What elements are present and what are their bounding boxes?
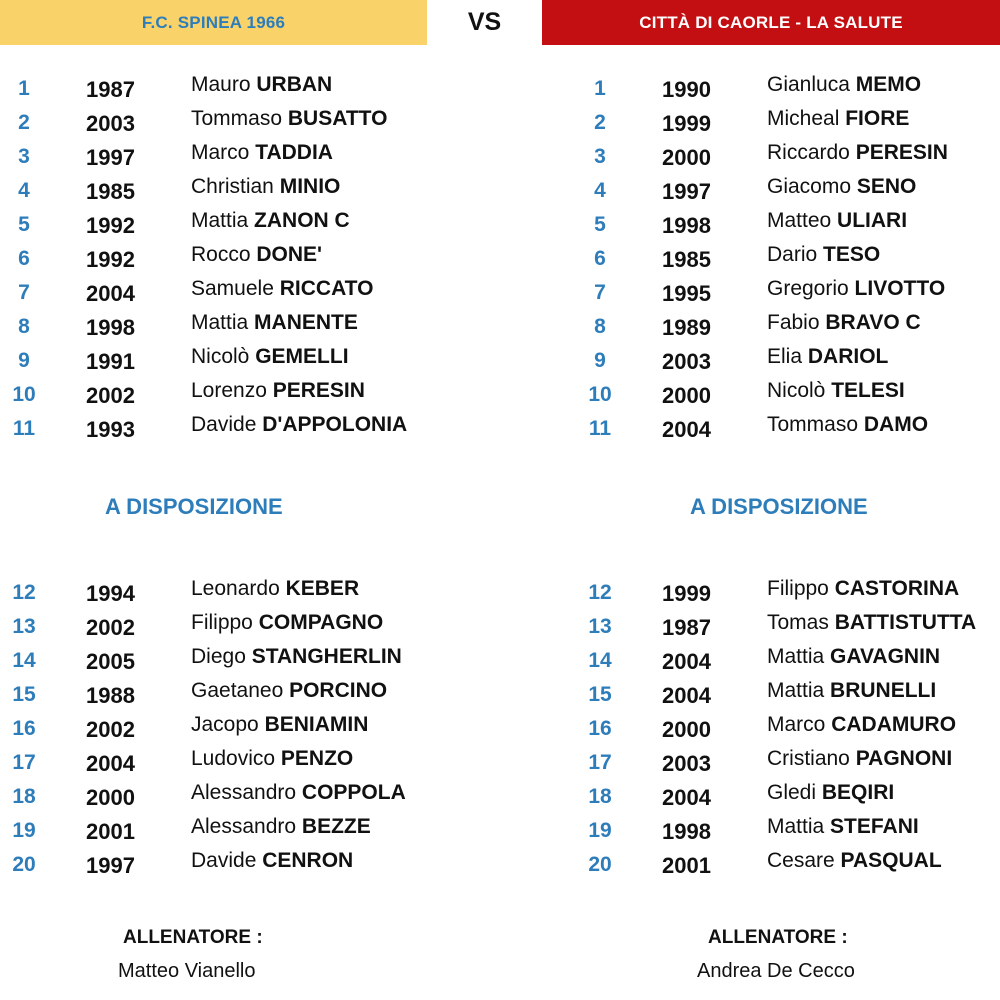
birth-year: 1999 — [662, 581, 711, 606]
player-row — [576, 207, 1000, 241]
player-row — [576, 643, 1000, 677]
shirt-number: 10 — [12, 383, 36, 406]
player-surname: FIORE — [845, 107, 910, 130]
player-first-name: Leonardo — [191, 577, 280, 600]
player-row — [576, 139, 1000, 173]
player-first-name: Tommaso — [191, 107, 283, 130]
birth-year: 1991 — [86, 349, 135, 374]
shirt-number: 6 — [594, 247, 606, 270]
player-first-name: Marco — [767, 713, 826, 736]
player-first-name: Cristiano — [767, 747, 850, 770]
home-coach-name: Matteo Vianello — [118, 960, 256, 982]
birth-year: 1993 — [86, 417, 135, 442]
player-row — [576, 813, 1000, 847]
player-surname: RICCATO — [279, 277, 374, 300]
player-name — [767, 379, 905, 403]
birth-year: 1992 — [86, 213, 135, 238]
birth-year: 1997 — [86, 145, 135, 170]
player-name — [191, 413, 407, 437]
player-name — [191, 345, 349, 369]
player-row — [576, 411, 1000, 445]
birth-year: 1997 — [86, 853, 135, 878]
player-name — [191, 311, 358, 335]
birth-year: 2003 — [662, 349, 711, 374]
birth-year: 1998 — [86, 315, 135, 340]
shirt-number: 20 — [12, 853, 36, 876]
shirt-number: 3 — [18, 145, 30, 168]
player-first-name: Christian — [191, 175, 274, 198]
shirt-number: 2 — [18, 111, 30, 134]
shirt-number: 3 — [594, 145, 606, 168]
player-first-name: Mattia — [767, 815, 825, 838]
player-first-name: Filippo — [191, 611, 253, 634]
player-row — [0, 847, 500, 881]
player-row — [576, 711, 1000, 745]
player-surname: PERESIN — [272, 379, 365, 402]
player-surname: COPPOLA — [301, 781, 406, 804]
player-surname: MANENTE — [254, 311, 358, 334]
player-surname: BATTISTUTTA — [834, 611, 977, 634]
shirt-number: 12 — [588, 581, 612, 604]
player-first-name: Gianluca — [767, 73, 850, 96]
shirt-number: 11 — [588, 417, 612, 440]
player-row — [576, 309, 1000, 343]
player-surname: STEFANI — [830, 815, 919, 838]
birth-year: 1992 — [86, 247, 135, 272]
player-row — [576, 343, 1000, 377]
shirt-number: 2 — [594, 111, 606, 134]
player-name — [191, 747, 353, 771]
player-surname: LIVOTTO — [854, 277, 946, 300]
player-surname: DARIOL — [807, 345, 889, 368]
player-first-name: Mattia — [767, 645, 825, 668]
player-surname: BRAVO C — [825, 311, 921, 334]
shirt-number: 5 — [594, 213, 606, 236]
player-row — [0, 173, 500, 207]
shirt-number: 15 — [588, 683, 612, 706]
away-coach-label: ALLENATORE : — [708, 927, 848, 948]
birth-year: 1998 — [662, 213, 711, 238]
player-surname: BEZZE — [301, 815, 371, 838]
birth-year: 1987 — [86, 77, 135, 102]
player-surname: PERESIN — [855, 141, 948, 164]
away-subs-list — [576, 575, 1000, 881]
player-first-name: Alessandro — [191, 781, 297, 804]
player-first-name: Filippo — [767, 577, 829, 600]
shirt-number: 7 — [594, 281, 606, 304]
player-first-name: Dario — [767, 243, 818, 266]
shirt-number: 13 — [588, 615, 612, 638]
home-coach-label: ALLENATORE : — [123, 927, 263, 948]
player-name — [191, 645, 402, 669]
birth-year: 2000 — [662, 717, 711, 742]
versus-label: VS — [467, 8, 502, 36]
player-row — [576, 105, 1000, 139]
player-surname: BUSATTO — [287, 107, 388, 130]
player-surname: STANGHERLIN — [251, 645, 402, 668]
player-first-name: Ludovico — [191, 747, 276, 770]
player-row — [0, 139, 500, 173]
player-surname: TELESI — [831, 379, 905, 402]
player-first-name: Tomas — [767, 611, 829, 634]
player-row — [0, 643, 500, 677]
player-row — [0, 105, 500, 139]
player-name — [767, 413, 928, 437]
birth-year: 1985 — [662, 247, 711, 272]
player-name — [191, 713, 368, 737]
player-row — [0, 813, 500, 847]
player-first-name: Matteo — [767, 209, 832, 232]
shirt-number: 1 — [594, 77, 606, 100]
player-first-name: Giacomo — [767, 175, 852, 198]
player-first-name: Diego — [191, 645, 246, 668]
player-surname: PASQUAL — [840, 849, 942, 872]
player-row — [0, 241, 500, 275]
player-surname: ULIARI — [837, 209, 908, 232]
shirt-number: 5 — [18, 213, 30, 236]
player-row — [576, 847, 1000, 881]
birth-year: 2003 — [86, 111, 135, 136]
player-row — [576, 173, 1000, 207]
birth-year: 2004 — [662, 649, 711, 674]
player-row — [576, 677, 1000, 711]
birth-year: 2003 — [662, 751, 711, 776]
player-name — [767, 747, 952, 771]
player-name — [767, 277, 945, 301]
shirt-number: 9 — [18, 349, 30, 372]
player-first-name: Gledi — [767, 781, 817, 804]
player-surname: TADDIA — [255, 141, 333, 164]
player-name — [767, 577, 959, 601]
home-starters-list — [0, 71, 500, 445]
player-row — [0, 779, 500, 813]
player-first-name: Mattia — [191, 209, 249, 232]
player-surname: PENZO — [280, 747, 354, 770]
player-name — [191, 107, 387, 131]
shirt-number: 19 — [12, 819, 36, 842]
away-coach-name: Andrea De Cecco — [697, 960, 855, 982]
birth-year: 2004 — [86, 751, 135, 776]
home-subs-title: A DISPOSIZIONE — [105, 494, 283, 519]
player-name — [191, 849, 353, 873]
birth-year: 1995 — [662, 281, 711, 306]
player-name — [191, 379, 365, 403]
player-name — [767, 209, 907, 233]
shirt-number: 17 — [588, 751, 612, 774]
player-name — [191, 611, 383, 635]
player-name — [191, 209, 350, 233]
player-name — [191, 277, 373, 301]
player-surname: PORCINO — [289, 679, 388, 702]
player-surname: GAVAGNIN — [830, 645, 941, 668]
player-first-name: Davide — [191, 413, 257, 436]
player-first-name: Mauro — [191, 73, 251, 96]
birth-year: 1998 — [662, 819, 711, 844]
player-row — [0, 745, 500, 779]
player-first-name: Marco — [191, 141, 250, 164]
player-surname: BRUNELLI — [830, 679, 937, 702]
player-name — [767, 107, 909, 131]
player-first-name: Elia — [767, 345, 803, 368]
birth-year: 2005 — [86, 649, 135, 674]
birth-year: 2004 — [86, 281, 135, 306]
player-name — [767, 243, 880, 267]
shirt-number: 17 — [12, 751, 36, 774]
player-name — [191, 815, 371, 839]
shirt-number: 13 — [12, 615, 36, 638]
player-row — [0, 575, 500, 609]
player-surname: TESO — [823, 243, 881, 266]
player-first-name: Riccardo — [767, 141, 850, 164]
player-row — [576, 377, 1000, 411]
player-first-name: Tommaso — [767, 413, 859, 436]
player-first-name: Lorenzo — [191, 379, 267, 402]
player-surname: DAMO — [863, 413, 929, 436]
player-row — [0, 609, 500, 643]
player-name — [767, 679, 936, 703]
shirt-number: 6 — [18, 247, 30, 270]
shirt-number: 16 — [12, 717, 36, 740]
player-surname: SENO — [856, 175, 917, 198]
player-surname: CENRON — [262, 849, 354, 872]
player-row — [576, 241, 1000, 275]
player-row — [576, 745, 1000, 779]
player-surname: CADAMURO — [831, 713, 957, 736]
player-name — [191, 175, 340, 199]
player-name — [191, 243, 322, 267]
player-surname: BEQIRI — [821, 781, 895, 804]
birth-year: 1997 — [662, 179, 711, 204]
birth-year: 2002 — [86, 383, 135, 408]
birth-year: 2002 — [86, 717, 135, 742]
player-row — [0, 275, 500, 309]
birth-year: 2001 — [86, 819, 135, 844]
player-name — [767, 713, 956, 737]
shirt-number: 11 — [12, 417, 36, 440]
player-surname: DONE' — [256, 243, 323, 266]
birth-year: 2000 — [662, 145, 711, 170]
shirt-number: 9 — [594, 349, 606, 372]
player-first-name: Mattia — [767, 679, 825, 702]
away-team-name: CITTÀ DI CAORLE - LA SALUTE — [639, 12, 903, 32]
player-surname: D'APPOLONIA — [262, 413, 408, 436]
away-subs-title: A DISPOSIZIONE — [690, 494, 868, 519]
player-row — [576, 71, 1000, 105]
player-surname: MEMO — [855, 73, 922, 96]
player-first-name: Jacopo — [191, 713, 259, 736]
player-row — [0, 411, 500, 445]
player-surname: BENIAMIN — [264, 713, 369, 736]
player-first-name: Micheal — [767, 107, 840, 130]
birth-year: 2001 — [662, 853, 711, 878]
shirt-number: 16 — [588, 717, 612, 740]
player-row — [0, 711, 500, 745]
player-first-name: Gaetaneo — [191, 679, 284, 702]
player-name — [767, 345, 888, 369]
player-surname: CASTORINA — [834, 577, 960, 600]
player-name — [191, 679, 387, 703]
player-row — [0, 377, 500, 411]
shirt-number: 4 — [18, 179, 30, 202]
player-first-name: Gregorio — [767, 277, 849, 300]
player-name — [767, 645, 940, 669]
birth-year: 2000 — [86, 785, 135, 810]
birth-year: 1987 — [662, 615, 711, 640]
shirt-number: 15 — [12, 683, 36, 706]
shirt-number: 14 — [588, 649, 612, 672]
away-starters-list — [576, 71, 1000, 445]
player-row — [0, 207, 500, 241]
player-row — [0, 677, 500, 711]
player-first-name: Nicolò — [767, 379, 826, 402]
away-team-roster — [576, 0, 1000, 1000]
player-name — [191, 141, 333, 165]
player-name — [767, 311, 921, 335]
birth-year: 2004 — [662, 683, 711, 708]
player-first-name: Alessandro — [191, 815, 297, 838]
shirt-number: 18 — [588, 785, 612, 808]
player-surname: ZANON C — [254, 209, 350, 232]
shirt-number: 7 — [18, 281, 30, 304]
player-first-name: Mattia — [191, 311, 249, 334]
player-surname: GEMELLI — [255, 345, 349, 368]
player-row — [576, 575, 1000, 609]
player-name — [191, 781, 406, 805]
player-surname: COMPAGNO — [258, 611, 384, 634]
player-name — [767, 849, 942, 873]
player-row — [576, 779, 1000, 813]
shirt-number: 8 — [18, 315, 30, 338]
player-first-name: Rocco — [191, 243, 251, 266]
player-surname: PAGNONI — [855, 747, 953, 770]
player-row — [0, 309, 500, 343]
player-first-name: Fabio — [767, 311, 820, 334]
player-name — [767, 175, 916, 199]
shirt-number: 18 — [12, 785, 36, 808]
shirt-number: 20 — [588, 853, 612, 876]
home-subs-list — [0, 575, 500, 881]
birth-year: 2004 — [662, 785, 711, 810]
birth-year: 2002 — [86, 615, 135, 640]
player-surname: URBAN — [256, 73, 333, 96]
shirt-number: 1 — [18, 77, 30, 100]
birth-year: 1989 — [662, 315, 711, 340]
player-name — [767, 141, 948, 165]
player-first-name: Nicolò — [191, 345, 250, 368]
player-first-name: Davide — [191, 849, 257, 872]
shirt-number: 12 — [12, 581, 36, 604]
player-row — [576, 275, 1000, 309]
player-name — [767, 73, 921, 97]
player-row — [0, 71, 500, 105]
birth-year: 1990 — [662, 77, 711, 102]
shirt-number: 10 — [588, 383, 612, 406]
birth-year: 2004 — [662, 417, 711, 442]
player-name — [767, 611, 976, 635]
home-team-name: F.C. SPINEA 1966 — [141, 12, 286, 32]
shirt-number: 19 — [588, 819, 612, 842]
player-first-name: Samuele — [191, 277, 274, 300]
shirt-number: 8 — [594, 315, 606, 338]
player-name — [767, 815, 919, 839]
player-first-name: Cesare — [767, 849, 835, 872]
birth-year: 1994 — [86, 581, 135, 606]
shirt-number: 14 — [12, 649, 36, 672]
player-name — [191, 577, 359, 601]
player-row — [0, 343, 500, 377]
player-name — [191, 73, 332, 97]
player-row — [576, 609, 1000, 643]
shirt-number: 4 — [594, 179, 606, 202]
birth-year: 1999 — [662, 111, 711, 136]
birth-year: 1985 — [86, 179, 135, 204]
player-name — [767, 781, 894, 805]
player-surname: MINIO — [279, 175, 341, 198]
birth-year: 1988 — [86, 683, 135, 708]
birth-year: 2000 — [662, 383, 711, 408]
player-surname: KEBER — [285, 577, 360, 600]
